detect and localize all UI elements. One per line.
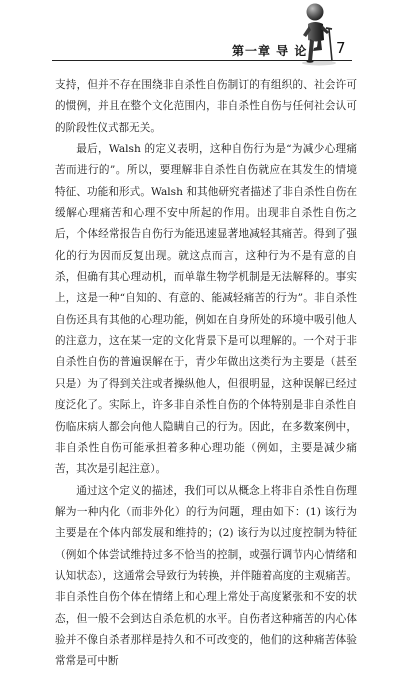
paragraph: 支持，但并不存在围绕非自杀性自伤制订的有组织的、社会许可的惯例，并且在整个文化范围内，非自杀性自伤与任何社会认可的阶段性仪式都无关。 bbox=[55, 79, 357, 134]
paragraph: 通过这个定义的描述，我们可以从概念上将非自杀性自伤理解为一种内化（而非外化）的行为问题，理由如下：(1) 该行为主要是在个体内部发展和维持的；(2) 该行为以过度控制为特征（例如个体尝试维持过多不恰当的控制，或强行调节内心情绪和认知状态），这通常会导致行为转换，并伴随着高度的主观痛苦。非自杀性自伤个体在情绪上和心理上常处于高度紧张和不安的状态，但一般不会到达自杀危机的水平。自伤者这种痛苦的内心体验并不像自杀者那样是持久和不可改变的，他们的这种痛苦体验常常是可中断 bbox=[55, 484, 357, 668]
header-rule bbox=[52, 60, 352, 61]
body-text bbox=[55, 75, 357, 673]
page-number: 7 bbox=[336, 39, 346, 57]
chapter-title: 第一章 导 论 bbox=[232, 44, 308, 58]
page-header bbox=[0, 0, 400, 70]
paragraph: 最后，Walsh 的定义表明，这种自伤行为是“为减少心理痛苦而进行的”。所以，要理解非自杀性自伤就应在其发生的情境特征、功能和形式。Walsh 和其他研究者描述了非自杀性自伤在缓解心理痛苦和心理不安中所起的作用。出现非自杀性自伤之后，个体经常报告自伤行为能迅速显著地减轻其痛苦。得到了强化的行为因而反复出现。就这点而言，这种行为不是有意的自杀，但确有其心理动机，而单靠生物学机制是无法解释的。事实上，这是一种“自知的、有意的、能减轻痛苦的行为”。非自杀性自伤还具有其他的心理功能，例如在自身所处的环境中吸引他人的注意力，这在某一定的文化背景下是可以理解的。一个对于非自杀性自伤的普遍误解在于，青少年做出这类行为主要是（甚至只是）为了得到关注或者操纵他人，但很明显，这种误解已经过度泛化了。实际上，许多非自杀性自伤的个体特别是非自杀性自伤临床病人都会向他人隐瞒自己的行为。因此，在多数案例中，非自杀性自伤可能承担着多种心理功能（例如，主要是减少痛苦，其次是引起注意）。 bbox=[55, 143, 357, 476]
